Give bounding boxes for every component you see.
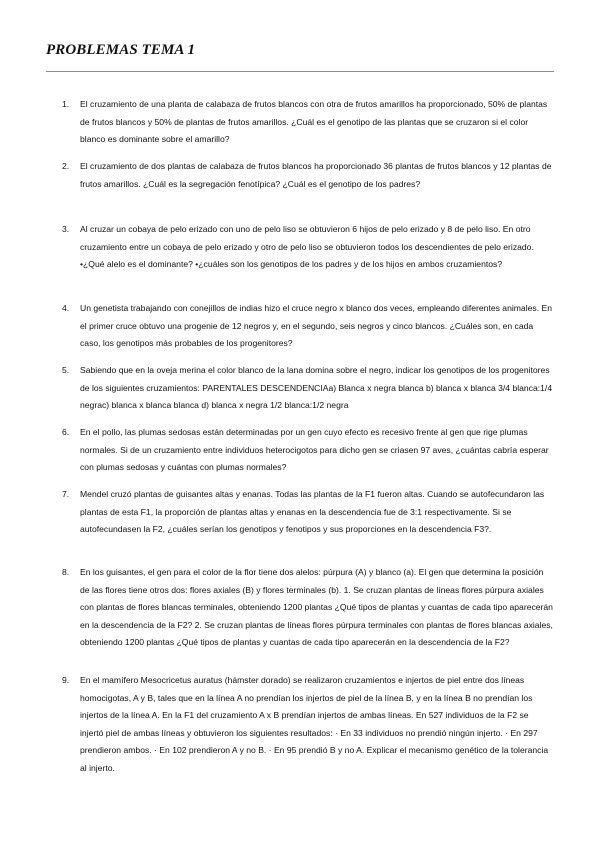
- problem-text: Al cruzar un cobaya de pelo erizado con uno de pelo liso se obtuvieron 6 hijos de pelo erizado y 8 de pelo liso. En otro cruzamiento entre un cobaya de pelo erizado y otro de pelo liso se obtuvieron todos los descendientes de pelo erizado. •¿Qué alelo es el dominante? •¿cuáles son los genotipos de los padres y de los hijos en ambos cruzamientos?: [80, 224, 534, 270]
- problem-number: 8.: [62, 567, 70, 577]
- problem-text: El cruzamiento de dos plantas de calabaza de frutos blancos ha proporcionado 36 plantas de frutos blancos y 12 plantas de frutos amarillos. ¿Cuál es la segregación fenotípica? ¿Cuál es el genotipo de los padres?: [80, 161, 552, 189]
- problem-number: 1.: [62, 99, 70, 109]
- problem-text: Un genetista trabajando con conejillos de indias hizo el cruce negro x blanco dos veces, empleando diferentes animales. En el primer cruce obtuvo una progenie de 12 negros y, en el segundo, seis negros y cinco blancos. ¿Cuáles son, en cada caso, los genotipos más probables de los progenitores?: [80, 303, 552, 349]
- problem-number: 3.: [62, 224, 70, 234]
- problem-text: En el pollo, las plumas sedosas están determinadas por un gen cuyo efecto es recesivo frente al gen que rige plumas normales. Si de un cruzamiento entre individuos heterocigotos para dicho gen se criasen 97 aves, ¿cuántas cabría esperar con plumas sedosas y cuántas con plumas normales?: [80, 427, 549, 473]
- problem-number: 9.: [62, 675, 70, 685]
- problem-text: Sabiendo que en la oveja merina el color blanco de la lana domina sobre el negro, indicar los genotipos de los progenitores de los siguientes cruzamientos: PARENTALES DESCENDENCIAa) Blanca x negra blanca b) blanca x blanca 3/4 blanca:1/4 negrac) blanca x blanca blanca d) blanca x negra 1/2 blanca:1/2 negra: [80, 365, 553, 411]
- title-divider: [46, 71, 554, 72]
- problem-text: En el mamífero Mesocricetus auratus (hámster dorado) se realizaron cruzamientos e injertos de piel entre dos líneas homocigotas, A y B, tales que en la línea A no prendían los injertos de piel de la línea B, y en la línea B no prendían los injertos de la línea A. En la F1 del cruzamiento A x B prendían injertos de ambas líneas. En 527 individuos de la F2 se injertó piel de ambas líneas y obtuvieron los siguientes resultados: · En 33 individuos no prendió ningún injerto. · En 297 prendieron ambos. · En 102 prendieron A y no B. · En 95 prendió B y no A. Explicar el mecanismo genético de la tolerancia al injerto.: [80, 675, 549, 773]
- problem-number: 2.: [62, 161, 70, 171]
- problem-number: 6.: [62, 427, 70, 437]
- problem-number: 7.: [62, 489, 70, 499]
- problem-text: En los guisantes, el gen para el color de la flor tiene dos alelos: púrpura (A) y blanco (a). El gen que determina la posición de las flores tiene otros dos: flores axiales (B) y flores terminales (b). 1. Se cruzan plantas de líneas flores púrpura axiales con plantas de flores blancas terminales, obteniendo 1200 plantas ¿Qué tipos de plantas y cuantas de cada tipo aparecerán en la descendencia de la F2? 2. Se cruzan plantas de líneas flores púrpura terminales con plantas de flores blancas axiales, obteniendo 1200 plantas ¿Qué tipos de plantas y cuantas de cada tipo aparecerán en la descendencia de la F2?: [80, 567, 553, 648]
- problem-text: El cruzamiento de una planta de calabaza de frutos blancos con otra de frutos amarillos ha proporcionado, 50% de plantas de frutos blancos y 50% de plantas de frutos amarillos. ¿Cuál es el genotipo de las plantas que se cruzaron si el color blanco es dominante sobre el amarillo?: [80, 99, 548, 145]
- problem-text: Mendel cruzó plantas de guisantes altas y enanas. Todas las plantas de la F1 fueron altas. Cuando se autofecundaron las plantas de esta F1, la proporción de plantas altas y enanas en la descendencia fue de 3:1 respectivamente. Si se autofecundasen la F2, ¿cuáles serían los genotipos y fenotipos y sus proporciones en la descendencia F3?.: [80, 489, 545, 535]
- page-title: PROBLEMAS TEMA 1: [46, 42, 196, 58]
- problem-number: 4.: [62, 303, 70, 313]
- problem-number: 5.: [62, 365, 70, 375]
